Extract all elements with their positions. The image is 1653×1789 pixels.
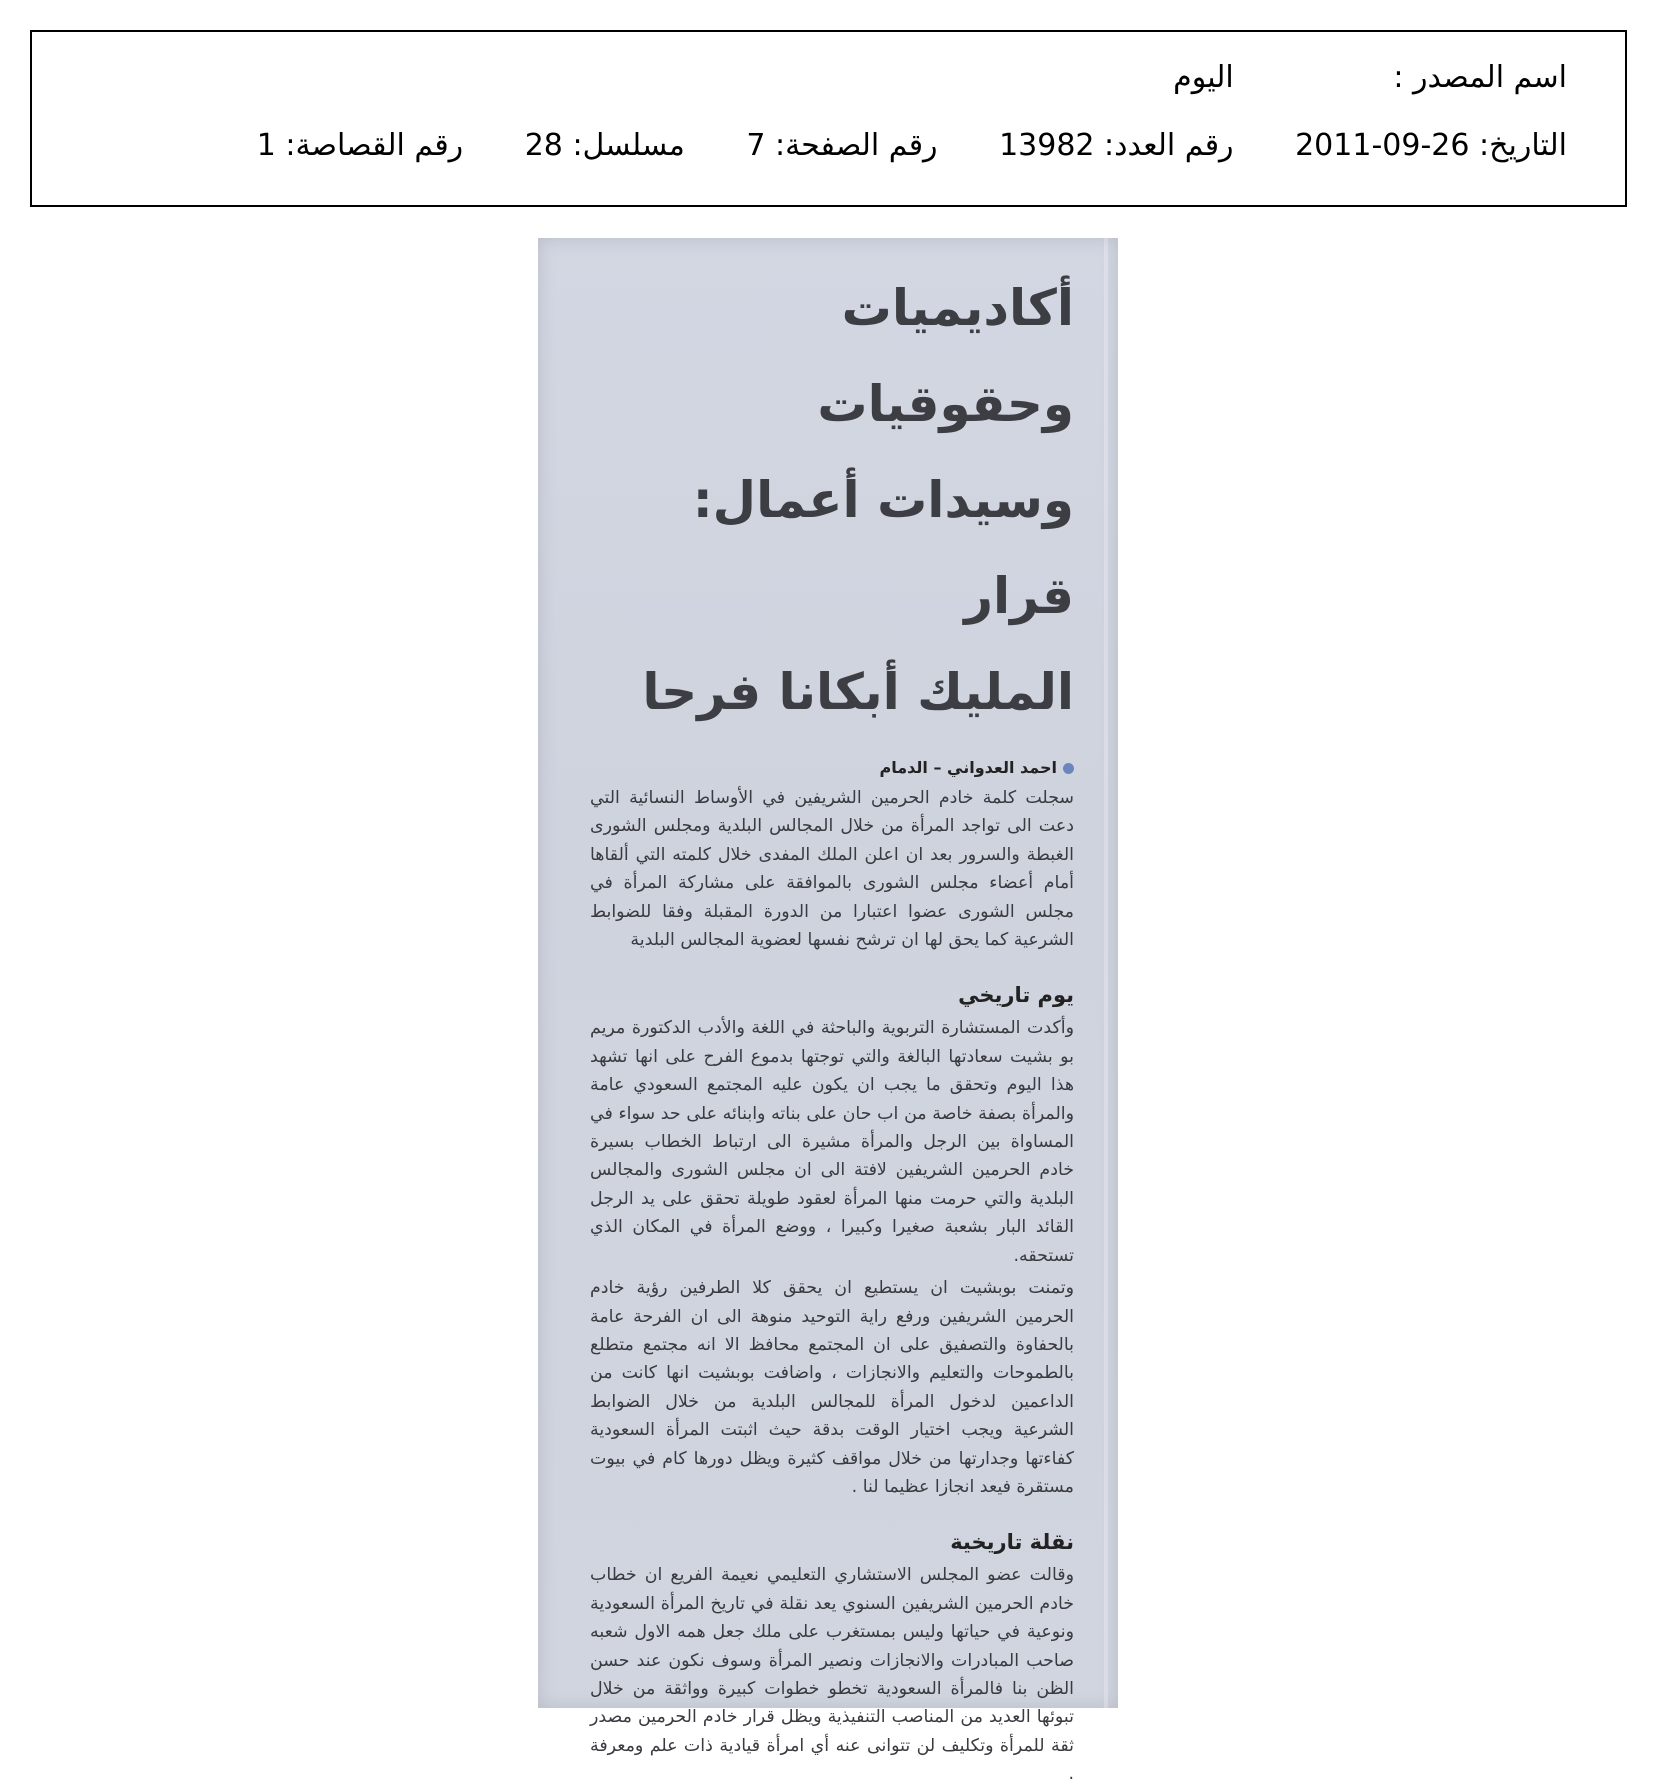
clip-number-field: رقم القصاصة: 1	[256, 128, 464, 163]
headline-line: أكاديميات وحقوقيات	[817, 279, 1074, 433]
source-label: اسم المصدر :	[1393, 60, 1567, 95]
section-paragraph: وقالت عضو المجلس الاستشاري التعليمي نعيمة الفريع ان خطاب خادم الحرمين الشريفين السنوي يعد نقلة في تاريخ المرأة السعودية ونوعية في حياتها وليس بمستغرب على ملك جعل همه الاول شعبه صاحب المبادرات والانجازات ونصير المرأة وسوف نكون عند حسن الظن بنا فالمرأة السعودية تخطو خطوات كبيرة وواثقة من خلال تبوئها العديد من المناصب التنفيذية ويظل قرار خادم الحرمين مصدر ثقة للمرأة وتكليف لن تتوانى عنه أي امرأة قيادية ذات علم ومعرفة .	[590, 1565, 1074, 1785]
byline-text: احمد العدواني – الدمام	[879, 758, 1057, 777]
section-paragraph: وتمنت بوبشيت ان يستطيع ان يحقق كلا الطرفين رؤية خادم الحرمين الشريفين ورفع راية التوحيد منوهة الى ان الفرحة عامة بالحفاوة والتصفيق على ان المجتمع محافظ الا انه مجتمع متطلع بالطموحات والتعليم والانجازات ، واضافت بوبشيت انها كانت من الداعمين لدخول المرأة للمجالس البلدية من خلال الضوابط الشرعية ويجب اختيار الوقت بدقة حيث اثبتت المرأة السعودية كفاءتها وجدارتها من خلال مواقف كثيرة ويظل دورها كام في بيوت مستقرة فيعد انجازا عظيما لنا .	[590, 1278, 1074, 1497]
serial-field: مسلسل: 28	[524, 128, 685, 163]
article-headline	[590, 260, 1074, 740]
section-heading: نقلة تاريخية	[950, 1530, 1074, 1555]
section-heading: يوم تاريخي	[958, 983, 1074, 1008]
issue-number-field: رقم العدد: 13982	[999, 128, 1234, 163]
page-number-field: رقم الصفحة: 7	[746, 128, 938, 163]
details-row	[257, 128, 1567, 163]
metadata-header-box	[30, 30, 1627, 207]
paper-fold-shading	[1104, 238, 1108, 1708]
headline-line: وسيدات أعمال: قرار	[692, 471, 1074, 625]
source-value: اليوم	[1173, 60, 1234, 95]
bullet-dot-icon	[1063, 763, 1074, 774]
byline	[590, 756, 1074, 780]
section-paragraph: وأكدت المستشارة التربوية والباحثة في اللغة والأدب الدكتورة مريم بو بشيت سعادتها البالغة والتي توجتها بدموع الفرح على انها تشهد هذا اليوم وتحقق ما يجب ان يكون عليه المجتمع السعودي عامة والمرأة بصفة خاصة من اب حان على بناته وابنائه على حد سواء في المساواة بين الرجل والمرأة مشيرة الى ارتباط الخطاب بسيرة خادم الحرمين الشريفين لافتة الى ان مجلس الشورى والمجالس البلدية والتي حرمت منها المرأة لعقود طويلة تحقق على يد الرجل القائد البار بشعبة صغيرا وكبيرا ، ووضع المرأة في المكان الذي تستحقه.	[590, 1018, 1074, 1266]
newspaper-clipping	[538, 238, 1118, 1785]
date-field: التاريخ: 26-09-2011	[1295, 128, 1567, 163]
intro-paragraph: سجلت كلمة خادم الحرمين الشريفين في الأوساط النسائية التي دعت الى تواجد المرأة من خلال المجالس البلدية ومجلس الشورى الغبطة والسرور بعد ان اعلن الملك المفدى خلال كلمته التي ألقاها أمام أعضاء مجلس الشورى بالموافقة على مشاركة المرأة في مجلس الشورى عضوا اعتبارا من الدورة المقبلة وفقا للضوابط الشرعية كما يحق لها ان ترشح نفسها لعضوية المجالس البلدية	[590, 788, 1074, 951]
article-body	[590, 260, 1074, 1789]
headline-line: المليك أبكانا فرحا	[642, 663, 1074, 721]
source-row	[1173, 60, 1567, 95]
